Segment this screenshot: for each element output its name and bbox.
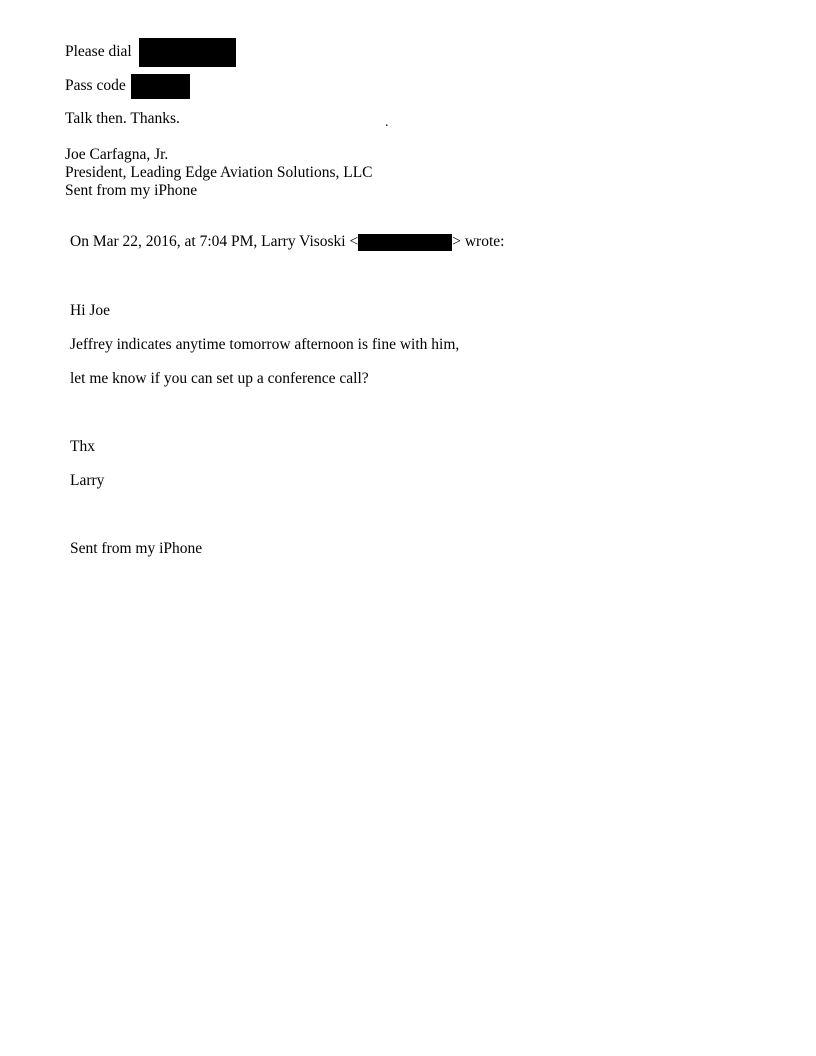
passcode-label: Pass code bbox=[65, 77, 126, 95]
quoted-thanks: Thx bbox=[70, 438, 95, 455]
redacted-passcode bbox=[131, 74, 190, 99]
quoted-line-2: let me know if you can set up a conference call? bbox=[70, 370, 369, 387]
passcode-line bbox=[65, 74, 190, 99]
quoted-sent-from: Sent from my iPhone bbox=[70, 540, 203, 557]
redacted-email-address bbox=[358, 234, 452, 251]
signature-sent-from: Sent from my iPhone bbox=[65, 182, 198, 199]
quoted-greeting: Hi Joe bbox=[70, 302, 111, 319]
signature-title: President, Leading Edge Aviation Solutions, LLC bbox=[65, 164, 373, 181]
quoted-header-suffix: > wrote: bbox=[452, 233, 505, 250]
redacted-phone-number bbox=[139, 38, 236, 67]
stray-mark: . bbox=[385, 115, 389, 130]
quoted-line-1: Jeffrey indicates anytime tomorrow afternoon is fine with him, bbox=[70, 336, 460, 353]
quoted-header bbox=[70, 233, 504, 251]
closing-line: Talk then. Thanks. bbox=[65, 110, 180, 127]
quoted-name: Larry bbox=[70, 472, 105, 489]
quoted-header-prefix: On Mar 22, 2016, at 7:04 PM, Larry Visoski < bbox=[70, 233, 359, 250]
dial-label: Please dial bbox=[65, 43, 132, 61]
dial-line bbox=[65, 38, 236, 67]
signature-name: Joe Carfagna, Jr. bbox=[65, 146, 169, 163]
